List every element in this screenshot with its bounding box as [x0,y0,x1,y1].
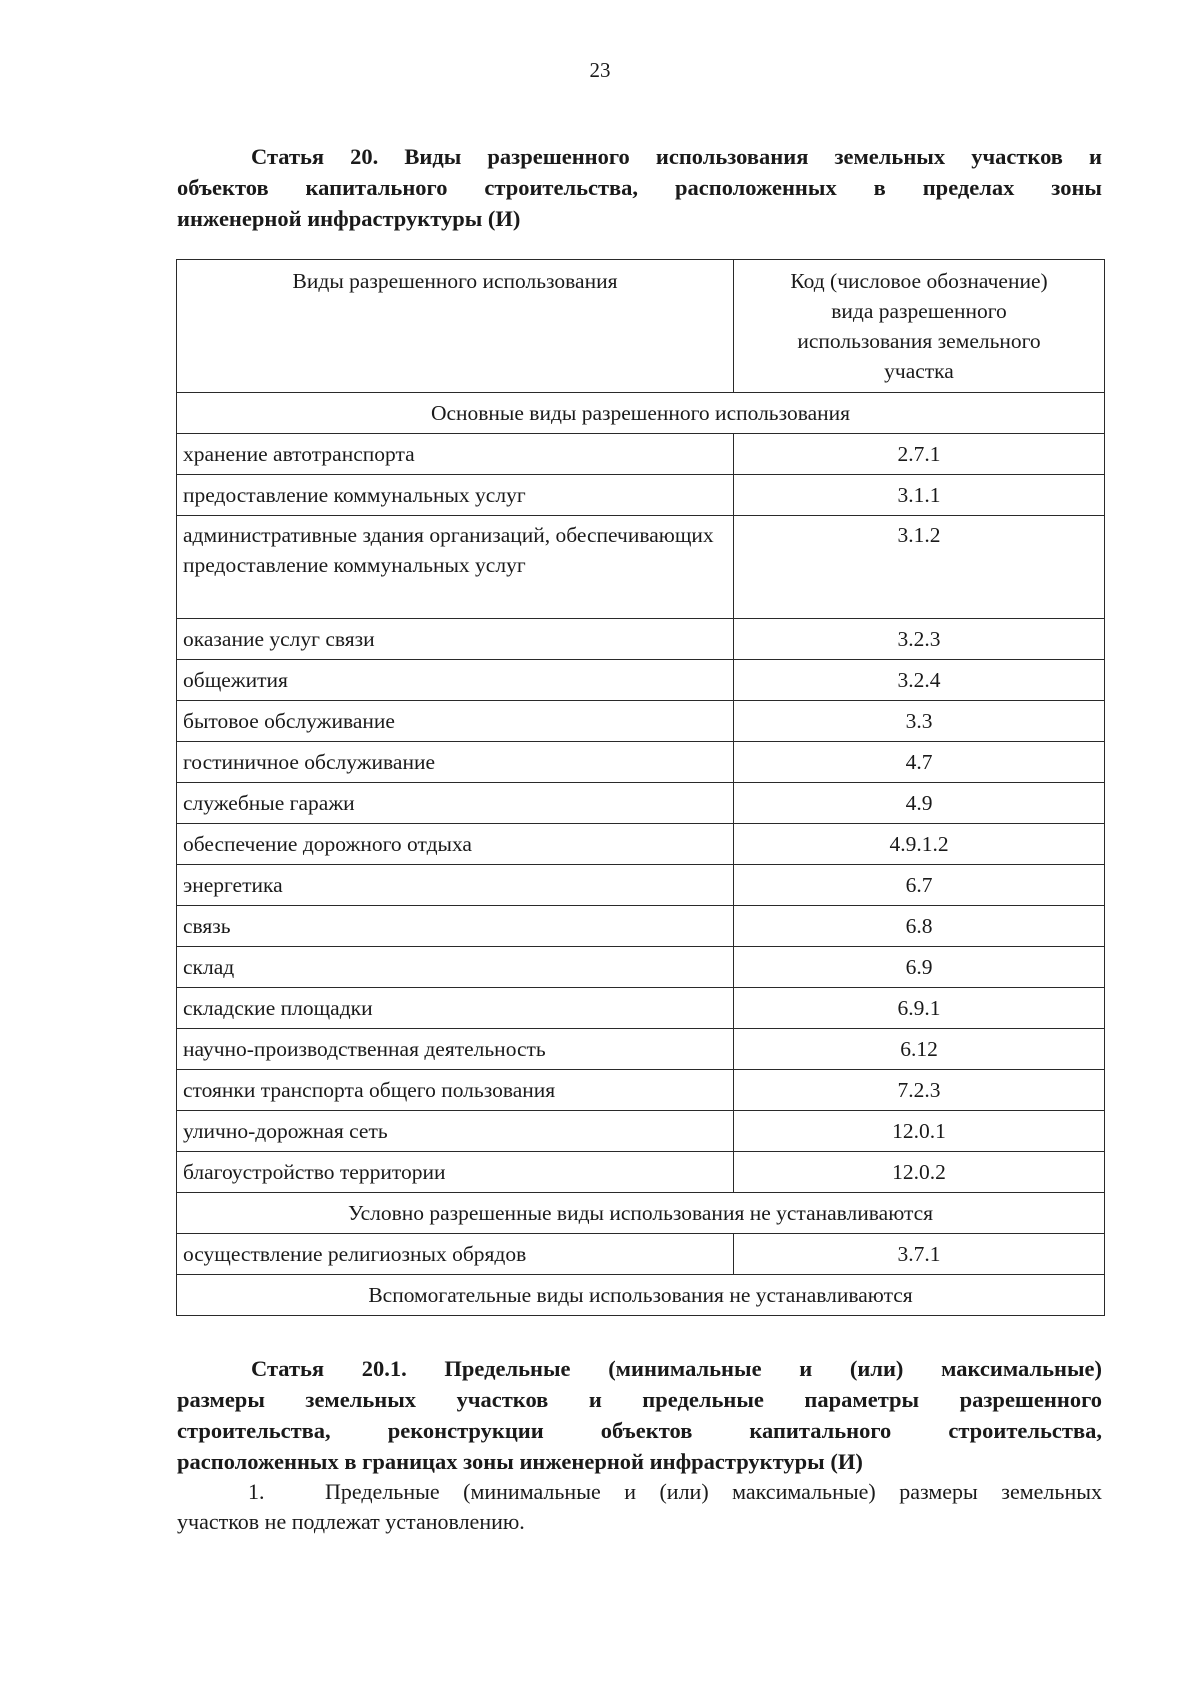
use-type-cell: служебные гаражи [177,783,734,824]
use-code-cell: 4.7 [734,742,1105,783]
heading-line: инженерной инфраструктуры (И) [177,206,521,231]
use-code-cell: 3.3 [734,701,1105,742]
use-type-cell: энергетика [177,865,734,906]
table-row [177,1234,1105,1275]
header-code-line: участка [884,359,954,383]
table-row [177,947,1105,988]
use-code-cell: 6.8 [734,906,1105,947]
use-type-cell: хранение автотранспорта [177,434,734,475]
section-auxiliary-title: Вспомогательные виды использования не устанавливаются [177,1275,1105,1316]
heading-line: Статья 20.1. Предельные (минимальные и (или) максимальные) [251,1356,1102,1381]
table-row [177,1029,1105,1070]
table-row [177,988,1105,1029]
article-20-1-heading [177,1353,1102,1477]
use-code-cell: 6.9 [734,947,1105,988]
use-code-cell: 12.0.1 [734,1111,1105,1152]
use-code-cell: 6.7 [734,865,1105,906]
paragraph-text: Предельные (минимальные и (или) максимальные) размеры земельных [325,1479,1102,1504]
table-row [177,1152,1105,1193]
table-row [177,434,1105,475]
use-type-cell: административные здания организаций, обеспечивающих предоставление коммунальных услуг [177,516,734,619]
table-row [177,619,1105,660]
page-number: 23 [589,58,611,82]
table-row [177,475,1105,516]
table-row [177,1070,1105,1111]
use-code-cell: 6.12 [734,1029,1105,1070]
heading-line: строительства, реконструкции объектов капитального строительства, [177,1418,1102,1443]
land-use-table [176,259,1105,1316]
table-row [177,906,1105,947]
table-row [177,742,1105,783]
use-type-cell: обеспечение дорожного отдыха [177,824,734,865]
use-type-cell: общежития [177,660,734,701]
use-code-cell: 7.2.3 [734,1070,1105,1111]
use-code-cell: 3.2.4 [734,660,1105,701]
table-row [177,783,1105,824]
table-row [177,701,1105,742]
use-code-cell: 2.7.1 [734,434,1105,475]
section-conditional-title: Условно разрешенные виды использования не устанавливаются [177,1193,1105,1234]
heading-line: расположенных в границах зоны инженерной инфраструктуры (И) [177,1449,863,1474]
use-type-cell: склад [177,947,734,988]
paragraph-1-line [177,1477,1102,1507]
paragraph-1 [177,1477,1102,1537]
heading-line: Статья 20. Виды разрешенного использования земельных участков и [251,144,1102,169]
heading-line: размеры земельных участков и предельные параметры разрешенного [177,1387,1102,1412]
header-use-types: Виды разрешенного использования [177,260,734,393]
paragraph-1-line: участков не подлежат установлению. [177,1509,525,1534]
use-type-cell: благоустройство территории [177,1152,734,1193]
paragraph-number: 1. [248,1479,265,1504]
header-code-line: Код (числовое обозначение) [790,269,1048,293]
header-code-line: вида разрешенного [831,299,1007,323]
table-row [177,1111,1105,1152]
use-code-cell: 12.0.2 [734,1152,1105,1193]
use-type-cell: бытовое обслуживание [177,701,734,742]
use-type-cell: связь [177,906,734,947]
section-auxiliary-row [177,1275,1105,1316]
header-code-line: использования земельного [797,329,1041,353]
use-type-cell: научно-производственная деятельность [177,1029,734,1070]
table-row [177,516,1105,619]
table-row [177,660,1105,701]
use-code-cell: 4.9.1.2 [734,824,1105,865]
header-code [734,260,1105,393]
section-row-main [177,393,1105,434]
use-code-cell: 4.9 [734,783,1105,824]
use-code-cell: 3.1.2 [734,516,1105,619]
use-type-cell: улично-дорожная сеть [177,1111,734,1152]
use-code-cell: 6.9.1 [734,988,1105,1029]
use-type-cell: гостиничное обслуживание [177,742,734,783]
use-type-cell: оказание услуг связи [177,619,734,660]
use-type-cell: складские площадки [177,988,734,1029]
table-row [177,865,1105,906]
heading-line: объектов капитального строительства, расположенных в пределах зоны [177,175,1102,200]
use-type-cell: осуществление религиозных обрядов [177,1234,734,1275]
table-row [177,824,1105,865]
use-code-cell: 3.7.1 [734,1234,1105,1275]
article-20-heading [177,141,1102,234]
table-header-row [177,260,1105,393]
use-type-cell: предоставление коммунальных услуг [177,475,734,516]
section-title-main: Основные виды разрешенного использования [177,393,1105,434]
section-conditional-row [177,1193,1105,1234]
use-type-cell: стоянки транспорта общего пользования [177,1070,734,1111]
use-code-cell: 3.1.1 [734,475,1105,516]
use-code-cell: 3.2.3 [734,619,1105,660]
